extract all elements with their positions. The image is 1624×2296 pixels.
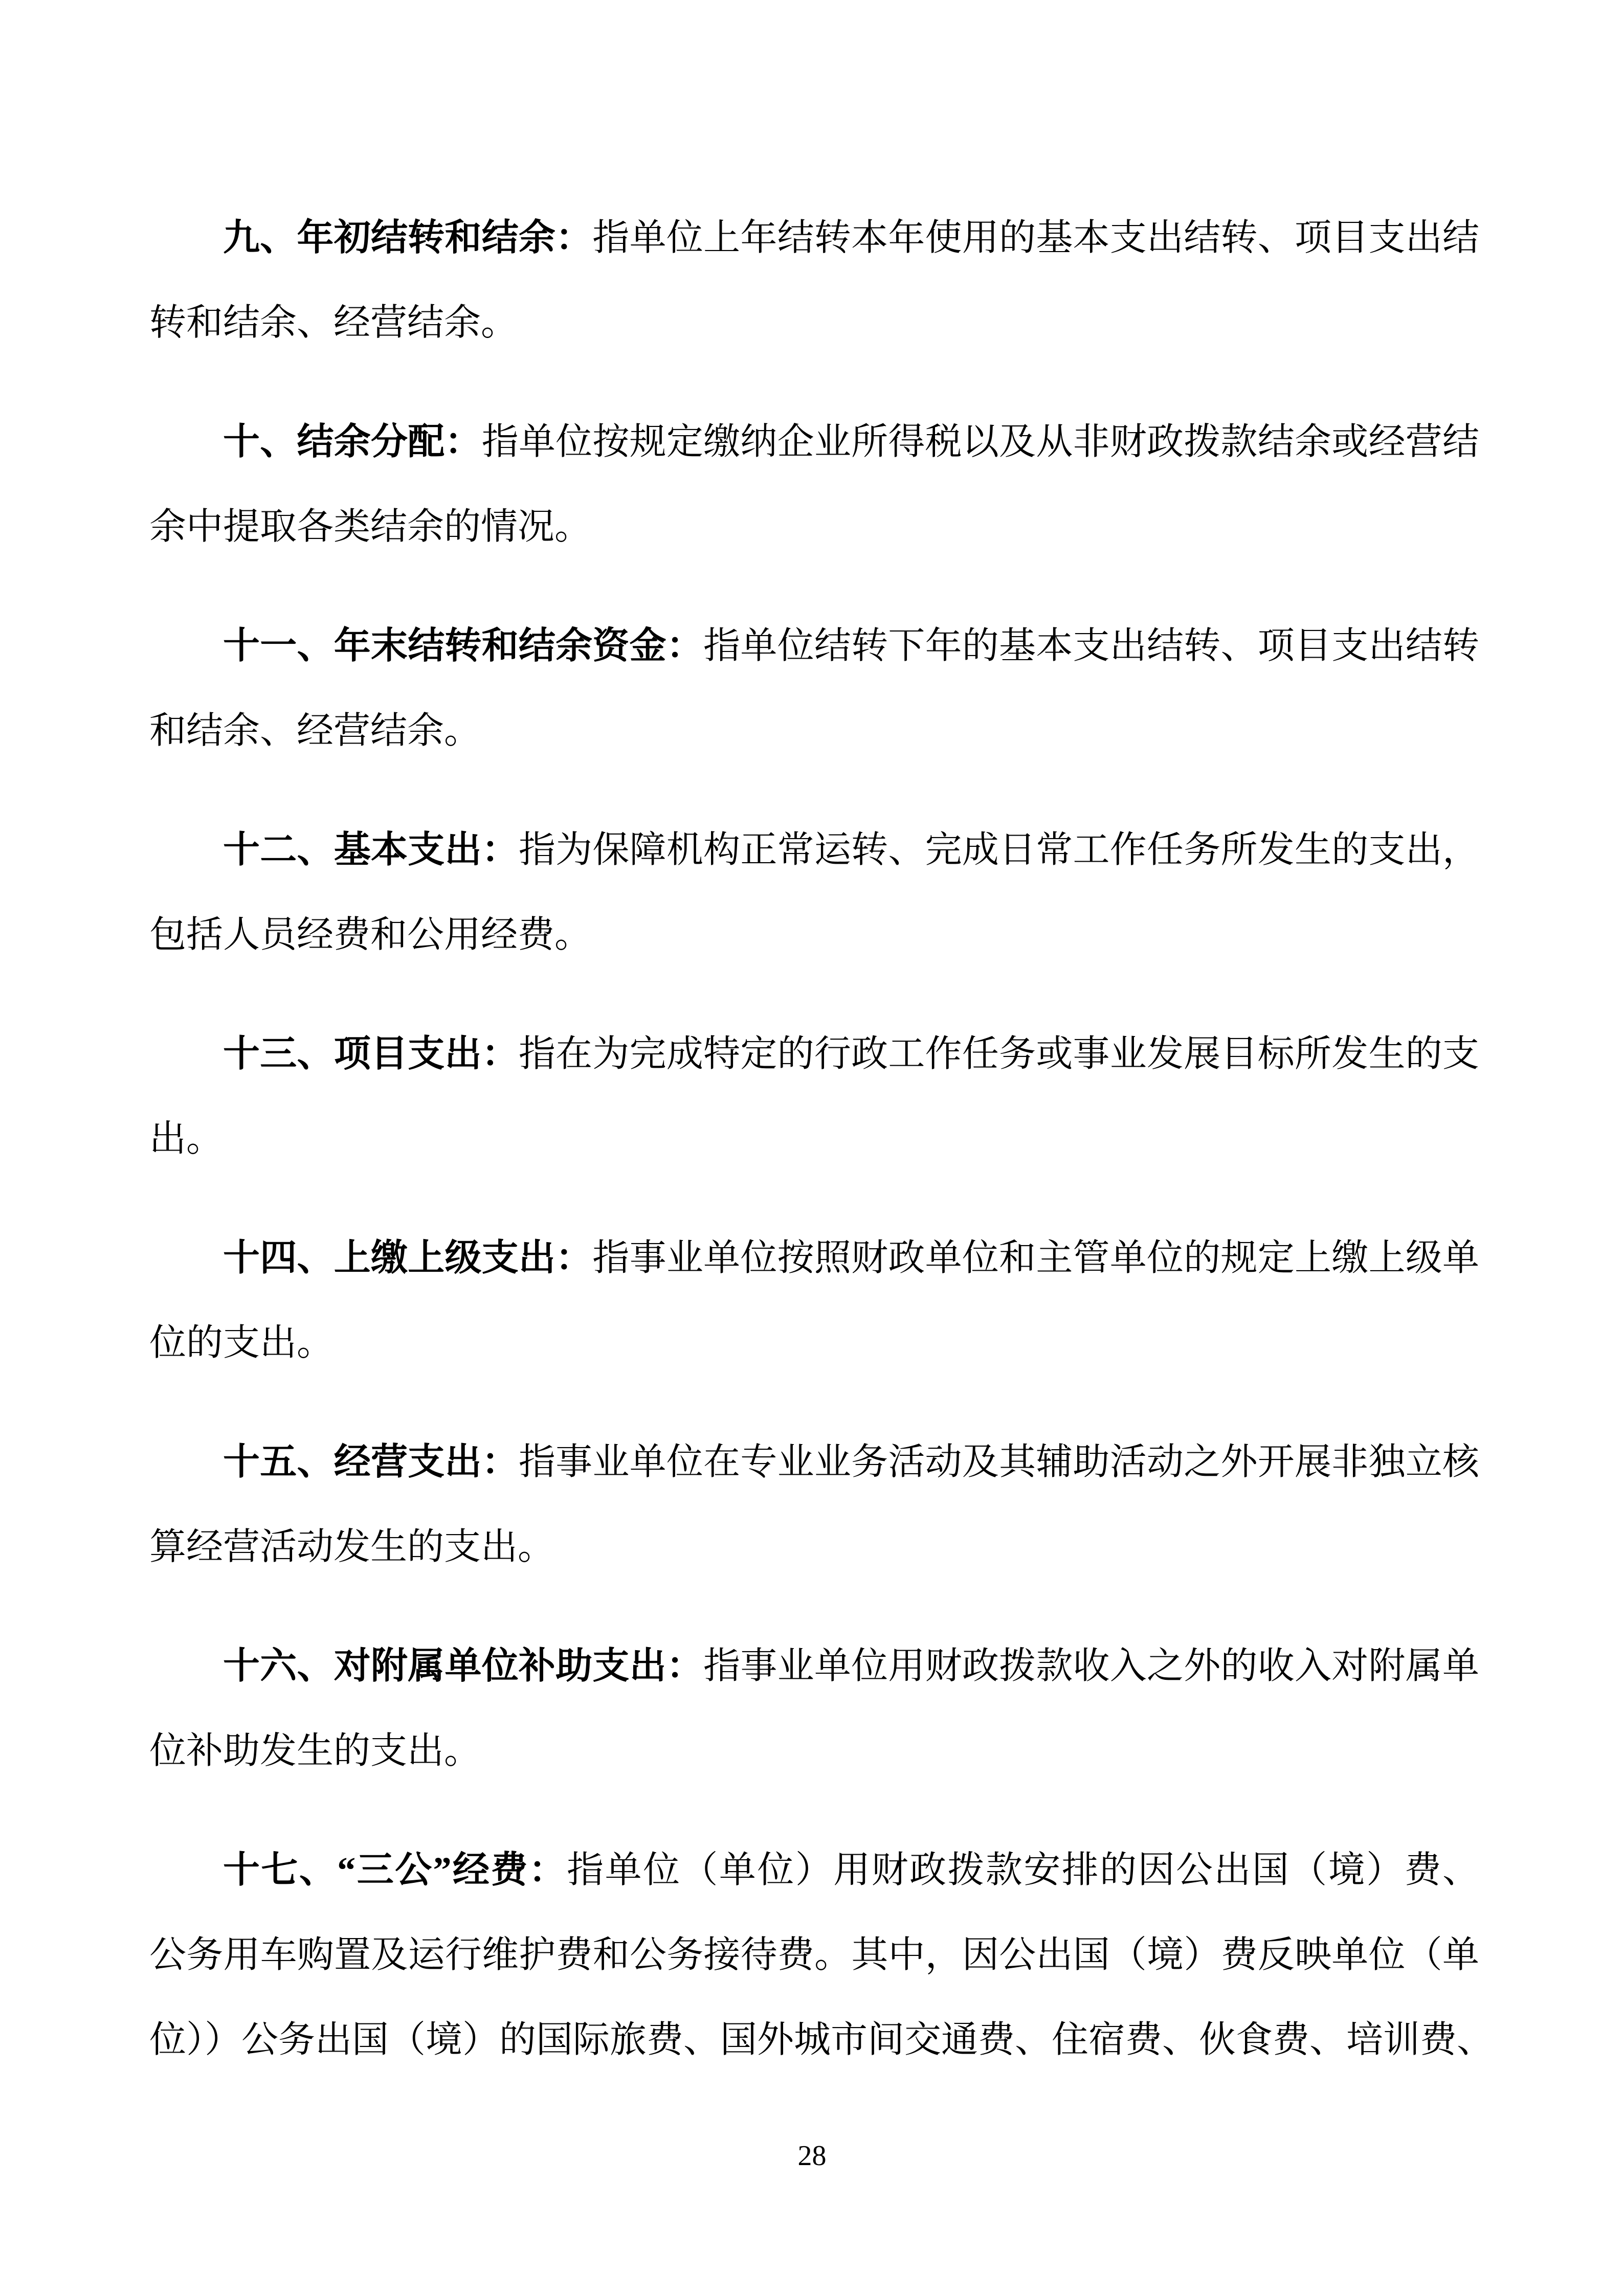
paragraph-first-line [149,399,1479,484]
paragraph-first-line [149,1828,1479,1912]
paragraph [149,1828,1494,2082]
paragraph-heading: 十、结余分配： [223,421,482,462]
paragraph [149,1624,1479,1793]
paragraph-line: 和结余、经营结余。 [149,710,481,751]
paragraph-first-line [149,1215,1479,1300]
page-number: 28 [797,2140,827,2172]
paragraph-first-line [149,195,1479,280]
paragraph-text: 指事业单位在专业业务活动及其辅助活动之外开展非独立核 [518,1442,1479,1482]
paragraph-heading: 十七、“三公”经费： [223,1850,567,1890]
paragraph-first-line [149,807,1479,892]
paragraph-text: 指单位上年结转本年使用的基本支出结转、项目支出结 [592,217,1479,258]
paragraph-text: 指为保障机构正常运转、完成日常工作任务所发生的支出， [518,829,1479,870]
paragraph-first-line [149,603,1479,688]
paragraph-line: 位补助发生的支出。 [149,1730,481,1771]
paragraph-text: 指事业单位按照财政单位和主管单位的规定上缴上级单 [592,1237,1479,1278]
paragraph-first-line [149,1624,1479,1708]
paragraph-first-line [149,1420,1479,1504]
paragraph-line: 包括人员经费和公用经费。 [149,914,592,955]
paragraph-text: 指单位结转下年的基本支出结转、项目支出结转 [703,625,1479,666]
paragraph-line: 位））公务出国（境）的国际旅费、国外城市间交通费、住宿费、伙食费、培训费、 [149,2019,1494,2060]
paragraph-heading: 十四、上缴上级支出： [223,1237,593,1278]
paragraph-first-line [149,1011,1479,1096]
paragraph-line: 出。 [149,1118,224,1159]
paragraph [149,399,1479,569]
document-body [149,195,1494,2117]
paragraph-line: 算经营活动发生的支出。 [149,1526,555,1567]
paragraph-heading: 九、年初结转和结余： [223,217,593,258]
paragraph [149,195,1479,365]
paragraph-line: 位的支出。 [149,1322,334,1363]
paragraph [149,1420,1479,1589]
paragraph-line: 转和结余、经营结余。 [149,302,518,343]
paragraph-heading: 十六、对附属单位补助支出： [223,1646,704,1686]
paragraph [149,807,1479,977]
paragraph-text: 指单位（单位）用财政拨款安排的因公出国（境）费、 [567,1850,1479,1890]
paragraph-text: 指单位按规定缴纳企业所得税以及从非财政拨款结余或经营结 [481,421,1479,462]
paragraph-heading: 十一、年末结转和结余资金： [223,625,704,666]
paragraph [149,1215,1479,1385]
paragraph-text: 指事业单位用财政拨款收入之外的收入对附属单 [703,1646,1479,1686]
paragraph-text: 指在为完成特定的行政工作任务或事业发展目标所发生的支 [518,1033,1479,1074]
paragraph-line: 公务用车购置及运行维护费和公务接待费。其中，因公出国（境）费反映单位（单 [149,1934,1479,1975]
paragraph-heading: 十二、基本支出： [223,829,519,870]
paragraph [149,603,1479,773]
paragraph-heading: 十三、项目支出： [223,1033,519,1074]
paragraph-line: 余中提取各类结余的情况。 [149,506,592,547]
paragraph [149,1011,1479,1181]
paragraph-heading: 十五、经营支出： [223,1442,519,1482]
